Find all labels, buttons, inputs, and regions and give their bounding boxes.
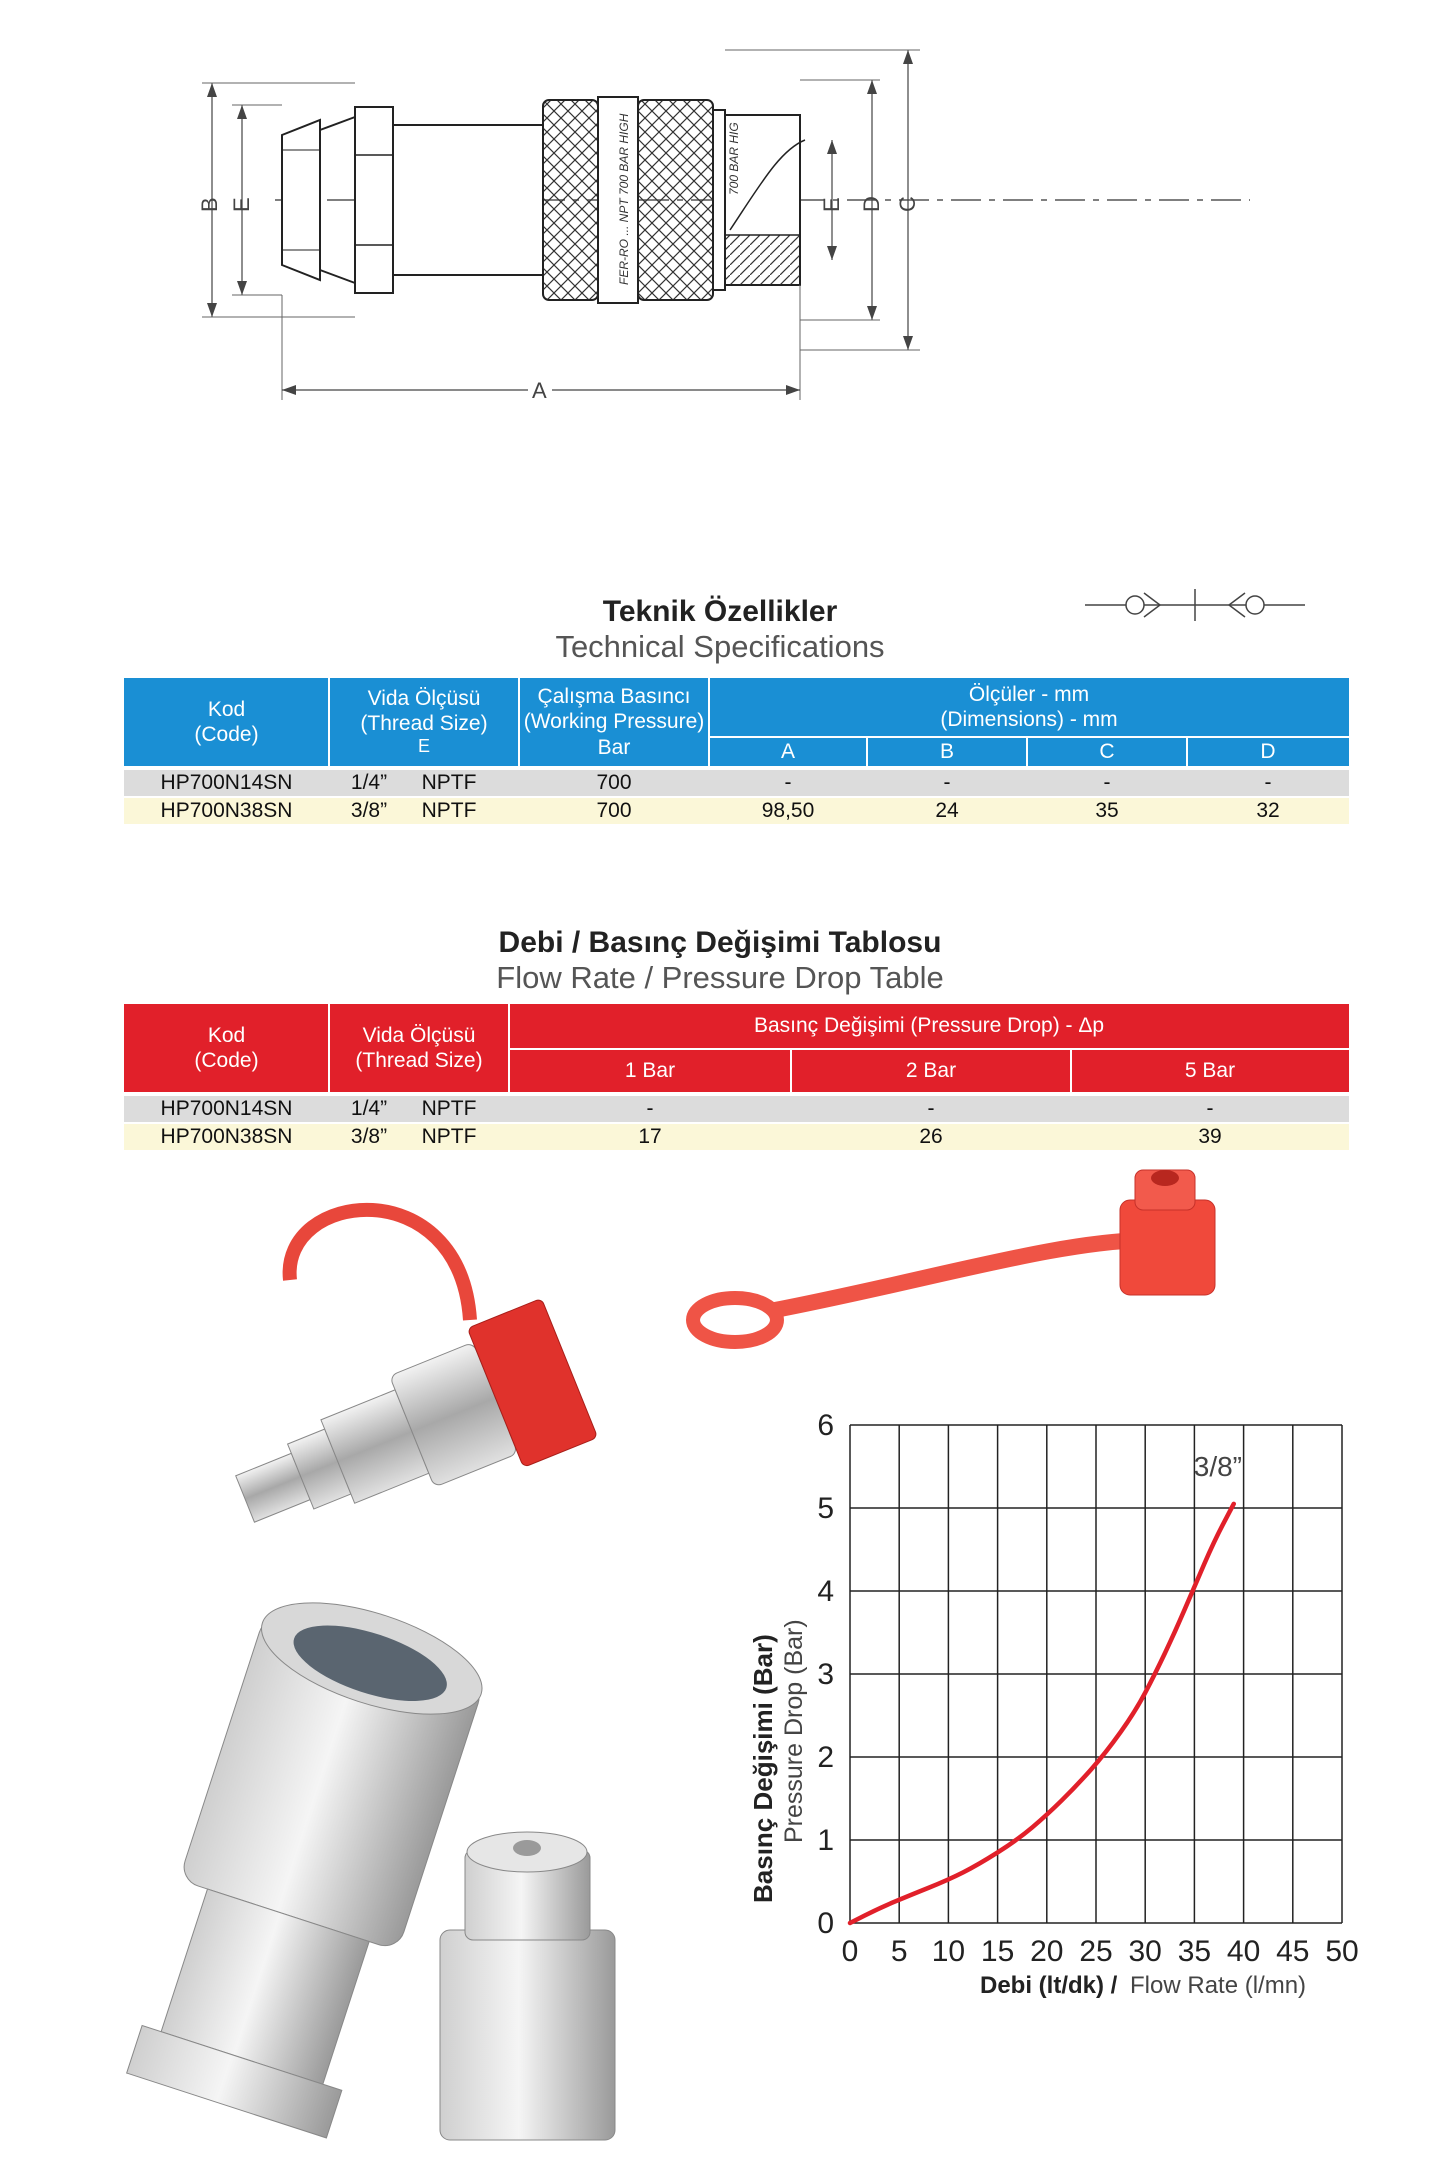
spec-header-a: A: [780, 740, 795, 764]
spec-header-pressure: [519, 678, 709, 766]
table-row: [124, 798, 1349, 824]
row-type: NPTF: [421, 771, 477, 794]
y-tick-label: 4: [817, 1575, 834, 1608]
y-tick-label: 0: [817, 1907, 834, 1940]
spec-table: [124, 678, 1349, 826]
flow-title-block: [0, 928, 1440, 993]
row-code: HP700N38SN: [160, 1125, 293, 1148]
spec-header-code: [124, 678, 329, 766]
row-2bar: -: [927, 1097, 935, 1120]
spec-header-pressure-sub: Bar: [597, 735, 631, 759]
row-b: -: [943, 771, 951, 794]
x-axis-label: [980, 1972, 1306, 1999]
row-size: 1/4”: [350, 1097, 388, 1120]
series-label: 3/8”: [1193, 1450, 1243, 1482]
x-tick-label: 0: [841, 1935, 859, 1968]
table-row: [124, 770, 1349, 796]
chart-grid: [850, 1425, 1342, 1923]
table-row: [124, 1124, 1349, 1150]
x-tick-label: 30: [1128, 1935, 1162, 1968]
flow-header-code-tr: Kod: [207, 1023, 246, 1047]
row-1bar: 17: [638, 1125, 662, 1148]
spec-header-thread-en: (Thread Size): [360, 712, 488, 736]
sleeve-engraving: FER-RO ... NPT 700 BAR HIGH: [617, 113, 631, 285]
spec-title-tr: Teknik Özellikler: [602, 595, 838, 628]
x-tick-label: 5: [890, 1935, 908, 1968]
y-tick-label: 3: [817, 1658, 834, 1691]
spec-header-thread: [329, 678, 519, 766]
row-type: NPTF: [421, 1097, 477, 1120]
row-a: 98,50: [761, 799, 815, 822]
row-pressure: 700: [596, 771, 632, 794]
x-axis-label-en: Flow Rate (l/mn): [1130, 1972, 1307, 1999]
dim-label-d: D: [859, 196, 884, 212]
row-2bar: 26: [919, 1125, 943, 1148]
spec-header-dims: [709, 678, 1349, 736]
coupler-with-cap-photo: [180, 1170, 640, 1570]
x-tick-label: 20: [1030, 1935, 1064, 1968]
flow-header-thread-en: (Thread Size): [355, 1049, 483, 1072]
row-b: 24: [935, 799, 959, 822]
row-type: NPTF: [421, 1125, 477, 1148]
flow-title-tr: Debi / Basınç Değişimi Tablosu: [498, 926, 942, 959]
spec-title-en: Technical Specifications: [555, 629, 885, 664]
flow-header-drop: Basınç Değişimi (Pressure Drop) - Δp: [753, 1014, 1105, 1038]
nut-engraving: 700 BAR HIG: [727, 122, 741, 195]
x-tick-label: 15: [980, 1935, 1015, 1968]
chart-x-ticks: [842, 1935, 1359, 1968]
flow-header-code: [124, 1004, 329, 1092]
row-c: 35: [1095, 799, 1119, 822]
spec-header-dims-tr: Ölçüler - mm: [968, 682, 1090, 706]
dim-label-a: A: [532, 378, 547, 403]
x-tick-label: 50: [1325, 1935, 1359, 1968]
table-row: [124, 1096, 1349, 1122]
row-5bar: -: [1206, 1097, 1214, 1120]
row-size: 3/8”: [350, 1125, 388, 1148]
spec-header-thread-sub: E: [417, 736, 430, 757]
row-1bar: -: [646, 1097, 654, 1120]
red-dust-cap-photo: [680, 1160, 1240, 1370]
flow-title-en: Flow Rate / Pressure Drop Table: [496, 960, 944, 995]
dim-label-b: B: [197, 197, 222, 212]
spec-title-block: [0, 597, 1440, 662]
y-tick-label: 6: [817, 1409, 834, 1442]
spec-header-code-tr: Kod: [207, 697, 246, 721]
dim-label-e-right: E: [819, 197, 844, 212]
row-code: HP700N14SN: [160, 771, 293, 794]
x-tick-label: 10: [931, 1935, 966, 1968]
flow-header-5bar: 5 Bar: [1184, 1059, 1236, 1083]
flow-header-thread: [329, 1004, 509, 1092]
technical-drawing: [197, 55, 1270, 415]
x-axis-label-bold: Debi (lt/dk) /: [980, 1972, 1118, 1999]
row-5bar: 39: [1198, 1125, 1222, 1148]
row-code: HP700N38SN: [160, 799, 293, 822]
y-tick-label: 1: [817, 1824, 834, 1857]
row-a: -: [784, 771, 792, 794]
spec-header-d: D: [1260, 740, 1276, 764]
spec-header-b: B: [939, 740, 954, 764]
flow-header-1bar: 1 Bar: [624, 1059, 676, 1083]
chart-y-ticks: [817, 1409, 834, 1940]
y-tick-label: 5: [817, 1492, 834, 1525]
row-code: HP700N14SN: [160, 1097, 293, 1120]
flow-header-thread-tr: Vida Ölçüsü: [362, 1023, 476, 1047]
row-size: 1/4”: [350, 771, 388, 794]
spec-header-pressure-tr: Çalışma Basıncı: [537, 685, 691, 709]
spec-header-pressure-en: (Working Pressure): [523, 710, 705, 734]
x-tick-label: 40: [1226, 1935, 1261, 1968]
spec-header-thread-tr: Vida Ölçüsü: [367, 687, 481, 711]
row-size: 3/8”: [350, 799, 388, 822]
row-c: -: [1103, 771, 1111, 794]
series-line-3-8: [850, 1504, 1234, 1923]
spec-header-dims-en: (Dimensions) - mm: [940, 708, 1118, 731]
row-type: NPTF: [421, 799, 477, 822]
dim-label-c: C: [895, 196, 920, 212]
y-tick-label: 2: [817, 1741, 834, 1774]
row-pressure: 700: [596, 799, 632, 822]
flow-table: [124, 1004, 1349, 1152]
flow-header-2bar: 2 Bar: [905, 1059, 957, 1083]
flow-header-code-en: (Code): [194, 1049, 259, 1072]
x-tick-label: 35: [1177, 1935, 1212, 1968]
y-axis-label-en: Pressure Drop (Bar): [780, 1619, 808, 1843]
dim-label-e-left: E: [229, 197, 254, 212]
spec-header-code-en: (Code): [194, 723, 259, 746]
x-tick-label: 25: [1079, 1935, 1113, 1968]
row-d: -: [1264, 771, 1272, 794]
row-d: 32: [1256, 799, 1280, 822]
pressure-drop-chart: [720, 1395, 1360, 1999]
x-tick-label: 45: [1276, 1935, 1310, 1968]
spec-header-c: C: [1099, 740, 1115, 764]
y-axis-label-tr: Basınç Değişimi (Bar): [748, 1634, 778, 1903]
coupler-pair-photo: [80, 1600, 700, 2150]
